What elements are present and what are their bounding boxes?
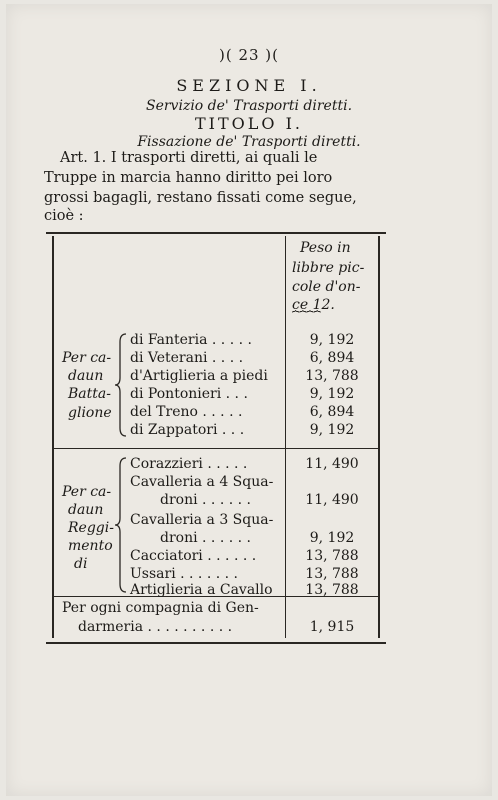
unit-label: del Treno . . . . . (130, 404, 243, 420)
table-left-rule (52, 236, 54, 638)
group-label: Batta- (68, 386, 111, 402)
section-heading: SEZIONE I. (176, 76, 322, 95)
weight-value: 1, 915 (309, 619, 355, 635)
group-label: mento (68, 538, 113, 554)
paragraph-line: cioè : (44, 208, 84, 224)
title-subtitle: Fissazione de' Trasporti diretti. (137, 134, 361, 150)
header-brace-icon: ⏞⏞⏞⏞ (292, 310, 321, 324)
unit-label: d'Artiglieria a piedi (130, 368, 268, 384)
weight-header-line: ce 12. (292, 297, 335, 313)
paragraph-line: grossi bagagli, restano fissati come segue, (44, 190, 357, 206)
unit-label: Per ogni compagnia di Gen- (62, 600, 259, 616)
weight-column-rule (285, 236, 286, 638)
left-brace-icon (114, 456, 128, 594)
page-number: )( 23 )( (218, 46, 280, 64)
unit-label: Cavalleria a 3 Squa- (130, 512, 274, 528)
weight-value: 6, 894 (309, 350, 355, 366)
weight-value: 6, 894 (309, 404, 355, 420)
unit-label: di Zappatori . . . (130, 422, 245, 438)
unit-label: darmeria . . . . . . . . . . (78, 619, 233, 635)
group-label: di (74, 556, 88, 572)
group-label: Reggi- (68, 520, 114, 536)
weight-value: 9, 192 (309, 422, 355, 438)
unit-label: Ussari . . . . . . . (130, 566, 238, 582)
unit-label: di Veterani . . . . (130, 350, 244, 366)
paragraph-line: Truppe in marcia hanno diritto pei loro (44, 170, 333, 186)
unit-label: Artiglieria a Cavallo (130, 582, 273, 598)
weight-value: 13, 788 (305, 548, 359, 564)
group-label: Per ca- (62, 484, 112, 500)
weight-header-line: cole d'on- (292, 279, 361, 295)
weight-value: 13, 788 (305, 566, 359, 582)
unit-label: di Fanteria . . . . . (130, 332, 252, 348)
table-right-rule (378, 236, 380, 638)
title-heading: TITOLO I. (194, 114, 303, 133)
weight-value: 11, 490 (305, 492, 359, 508)
left-brace-icon (114, 332, 128, 438)
table-top-rule (46, 232, 386, 234)
weight-header-line: Peso in (300, 240, 351, 256)
group-label: Per ca- (62, 350, 112, 366)
weight-value: 13, 788 (305, 368, 359, 384)
weight-value: 9, 192 (309, 530, 355, 546)
unit-label: droni . . . . . . (160, 530, 251, 546)
section-subtitle: Servizio de' Trasporti diretti. (145, 98, 353, 114)
unit-label: Corazzieri . . . . . (130, 456, 248, 472)
table-bottom-rule (46, 642, 386, 644)
paragraph-line: Art. 1. I trasporti diretti, ai quali le (60, 150, 318, 166)
weight-value: 9, 192 (309, 332, 355, 348)
weight-value: 11, 490 (305, 456, 359, 472)
unit-label: droni . . . . . . (160, 492, 251, 508)
unit-label: Cavalleria a 4 Squa- (130, 474, 274, 490)
group-divider (54, 448, 378, 449)
group-label: daun (68, 502, 104, 518)
unit-label: di Pontonieri . . . (130, 386, 248, 402)
weight-value: 13, 788 (305, 582, 359, 598)
unit-label: Cacciatori . . . . . . (130, 548, 257, 564)
group-label: glione (68, 405, 112, 421)
weight-value: 9, 192 (309, 386, 355, 402)
group-label: daun (68, 368, 104, 384)
weight-header-line: libbre pic- (292, 260, 365, 276)
